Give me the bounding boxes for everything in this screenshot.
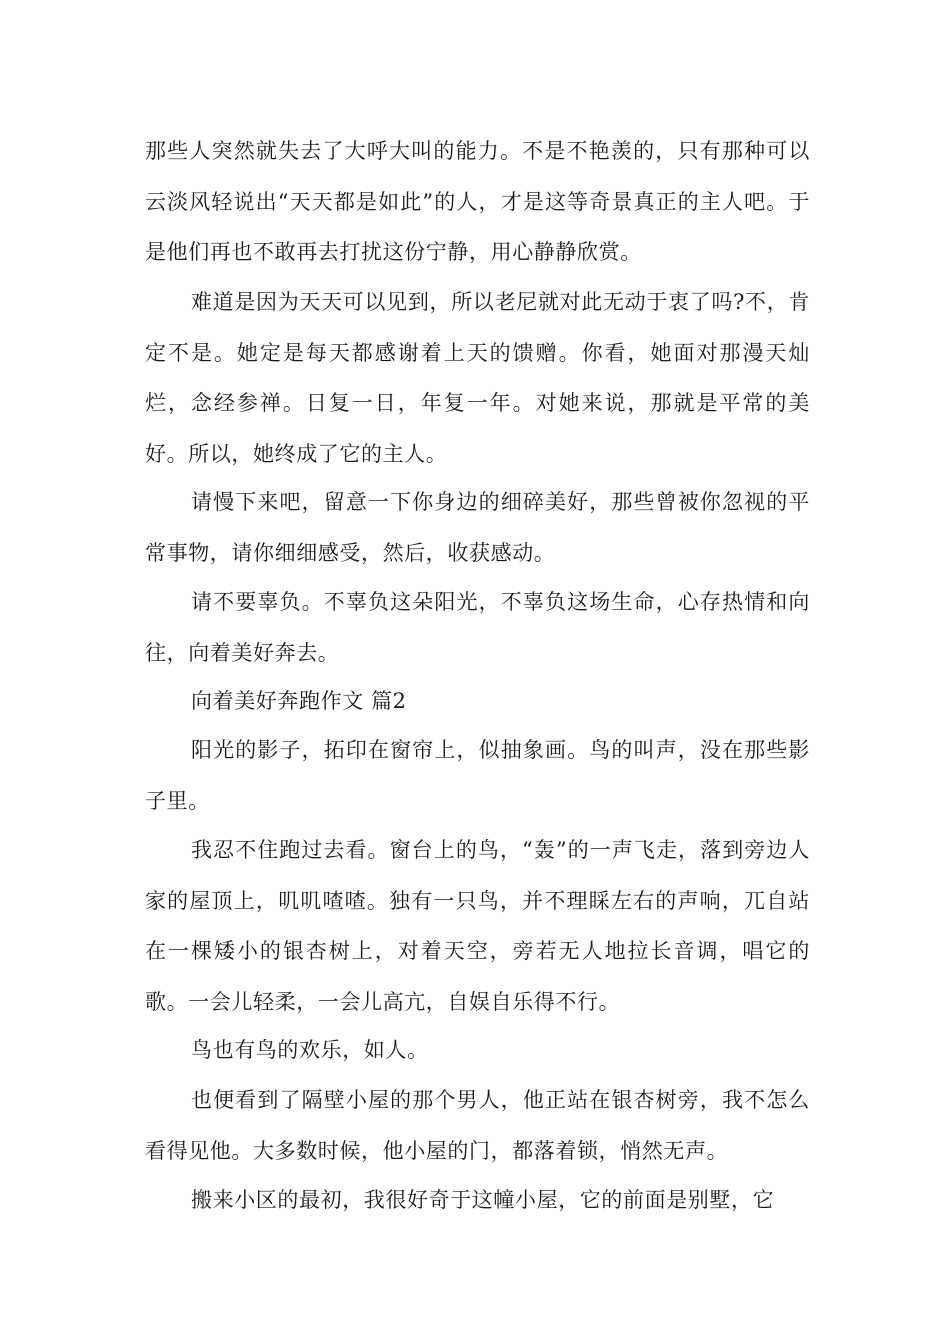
- paragraph-7: 鸟也有鸟的欢乐，如人。: [191, 1038, 429, 1062]
- paragraph-9: 搬来小区的最初，我很好奇于这幢小屋，它的前面是别墅，它: [191, 1188, 775, 1212]
- paragraph-2: 难道是因为天天可以见到，所以老尼就对此无动于衷了吗?不，肯定不是。她定是每天都感谢着上天的馈赠。你看，她面对那漫天灿烂，念经参禅。日复一日，年复一年。对她来说，那就是平常的美好。所以，她终成了它的主人。: [145, 290, 810, 466]
- paragraph-1: 那些人突然就失去了大呼大叫的能力。不是不艳羡的，只有那种可以云淡风轻说出“天天都是如此”的人，才是这等奇景真正的主人吧。于是他们再也不敢再去打扰这份宁静，用心静静欣赏。: [145, 139, 810, 264]
- paragraph-5: 阳光的影子，拓印在窗帘上，似抽象画。鸟的叫声，没在那些影子里。: [145, 738, 810, 813]
- section-heading: 向着美好奔跑作文 篇2: [191, 689, 407, 713]
- paragraph-8: 也便看到了隔壁小屋的那个男人，他正站在银杏树旁，我不怎么看得见他。大多数时候，他小屋的门，都落着锁，悄然无声。: [145, 1088, 810, 1163]
- paragraph-4: 请不要辜负。不辜负这朵阳光，不辜负这场生命，心存热情和向往，向着美好奔去。: [145, 590, 810, 665]
- paragraph-3: 请慢下来吧，留意一下你身边的细碎美好，那些曾被你忽视的平常事物，请你细细感受，然后，收获感动。: [145, 490, 810, 565]
- paragraph-6: 我忍不住跑过去看。窗台上的鸟，“轰”的一声飞走，落到旁边人家的屋顶上，叽叽喳喳。独有一只鸟，并不理睬左右的声响，兀自站在一棵矮小的银杏树上，对着天空，旁若无人地拉长音调，唱它的歌。一会儿轻柔，一会儿高亢，自娱自乐得不行。: [145, 838, 810, 1014]
